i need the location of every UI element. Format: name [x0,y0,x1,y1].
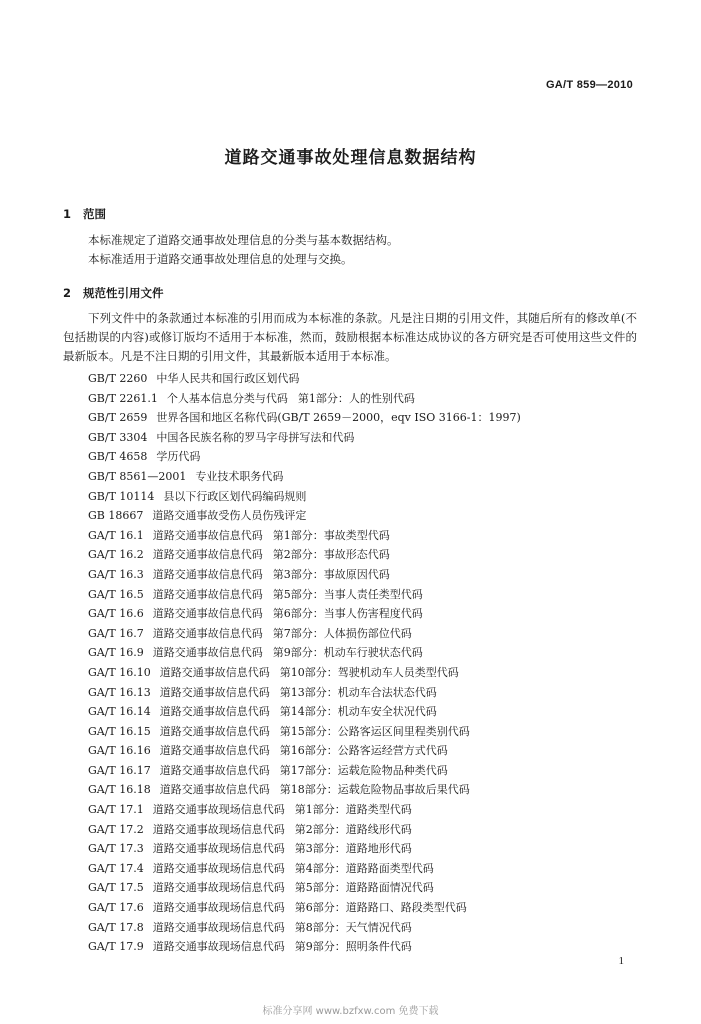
reference-name: 道路交通事故现场信息代码 [152,901,285,915]
reference-part: 第10部分：驾驶机动车人员类型代码 [279,665,459,679]
reference-item [88,506,668,526]
reference-name: 道路交通事故信息代码 [159,783,270,797]
reference-name: 学历代码 [156,450,201,464]
reference-item [88,859,668,879]
section-2-intro: 下列文件中的条款通过本标准的引用而成为本标准的条款。凡是注日期的引用文件，其随后所有的修改单(不包括勘误的内容)或修订版均不适用于本标准，然而，鼓励根据本标准达成协议的各方研究是否可使用这些文件的最新版本。凡是不注日期的引用文件，其最新版本适用于本标准。 [63,311,637,363]
reference-name: 个人基本信息分类与代码 [166,391,288,405]
reference-code: GA/T 16.13 [88,685,151,699]
reference-name: 道路交通事故信息代码 [159,744,270,758]
reference-code: GB/T 3304 [88,430,148,444]
section-1-paragraph-2: 本标准适用于道路交通事故处理信息的处理与交换。 [88,252,353,266]
reference-item [88,918,668,938]
reference-part: 第9部分：照明条件代码 [294,940,412,954]
reference-item [88,467,668,487]
reference-item [88,565,668,585]
reference-item [88,643,668,663]
reference-name: 道路交通事故信息代码 [159,685,270,699]
reference-part: 第2部分：道路线形代码 [294,822,412,836]
section-1-title: 范围 [83,207,106,221]
reference-code: GA/T 16.15 [88,724,151,738]
reference-name: 道路交通事故信息代码 [152,587,263,601]
reference-code: GA/T 17.1 [88,803,144,817]
reference-code: GA/T 16.3 [88,567,144,581]
reference-name: 道路交通事故信息代码 [152,567,263,581]
reference-part: 第1部分：人的性别代码 [297,391,415,405]
reference-name: 中华人民共和国行政区划代码 [156,372,300,385]
reference-part: 第6部分：当事人伤害程度代码 [272,607,423,621]
reference-part: 第5部分：当事人责任类型代码 [272,587,423,601]
reference-code: GA/T 16.18 [88,783,151,797]
reference-code: GA/T 16.7 [88,626,144,640]
reference-name: 道路交通事故现场信息代码 [152,940,285,954]
reference-item [88,800,668,820]
reference-code: GA/T 17.2 [88,822,144,836]
reference-part: 第3部分：道路地形代码 [294,842,412,856]
reference-code: GA/T 17.8 [88,920,144,934]
reference-code: GA/T 16.17 [88,763,151,777]
section-1-number: 1 [63,207,72,221]
reference-code: GA/T 16.14 [88,705,151,719]
reference-name: 道路交通事故受伤人员伤残评定 [152,509,307,523]
reference-name: 道路交通事故信息代码 [159,665,270,679]
reference-item [88,624,668,644]
reference-item [88,663,668,683]
reference-item [88,702,668,722]
reference-item [88,369,668,389]
reference-item [88,820,668,840]
reference-item [88,722,668,742]
reference-name: 道路交通事故现场信息代码 [152,920,285,934]
reference-name: 道路交通事故信息代码 [159,705,270,719]
reference-item [88,839,668,859]
reference-code: GB/T 4658 [88,450,148,464]
watermark-footer: 标准分享网 www.bzfxw.com 免费下载 [262,1006,439,1017]
reference-code: GB/T 2260 [88,372,148,385]
reference-name: 道路交通事故现场信息代码 [152,842,285,856]
reference-code: GB/T 8561—2001 [88,469,187,483]
reference-name: 专业技术职务代码 [195,469,284,483]
reference-item [88,447,668,467]
reference-item [88,487,668,507]
section-1-heading [63,206,106,222]
reference-item [88,780,668,800]
reference-part: 第17部分：运载危险物品种类代码 [279,763,448,777]
reference-code: GB/T 2261.1 [88,391,158,405]
reference-code: GA/T 16.9 [88,646,144,660]
reference-item [88,545,668,565]
reference-code: GA/T 17.9 [88,940,144,954]
reference-name: 道路交通事故信息代码 [152,528,263,542]
reference-part: 第6部分：道路路口、路段类型代码 [294,901,467,915]
reference-code: GA/T 17.6 [88,901,144,915]
reference-part: 第13部分：机动车合法状态代码 [279,685,437,699]
reference-code: GA/T 16.16 [88,744,151,758]
section-2-heading [63,285,164,301]
reference-part: 第9部分：机动车行驶状态代码 [272,646,423,660]
reference-part: 第15部分：公路客运区间里程类别代码 [279,724,470,738]
reference-part: 第14部分：机动车安全状况代码 [279,705,437,719]
reference-part: 第8部分：天气情况代码 [294,920,412,934]
reference-name: 道路交通事故信息代码 [152,626,263,640]
section-1-paragraph-1: 本标准规定了道路交通事故处理信息的分类与基本数据结构。 [88,233,399,247]
reference-name: 道路交通事故现场信息代码 [152,861,285,875]
reference-item [88,428,668,448]
reference-list [88,369,668,957]
reference-part: 第18部分：运载危险物品事故后果代码 [279,783,470,797]
reference-part: 第2部分：事故形态代码 [272,548,390,562]
reference-item [88,878,668,898]
page-number: 1 [618,955,624,967]
reference-part: 第5部分：道路路面情况代码 [294,881,434,895]
reference-name: 中国各民族名称的罗马字母拼写法和代码 [156,430,355,444]
section-2-number: 2 [63,286,72,300]
reference-name: 县以下行政区划代码编码规则 [163,489,307,503]
reference-name: 道路交通事故信息代码 [152,607,263,621]
reference-code: GB/T 2659 [88,411,148,425]
reference-part: 第16部分：公路客运经营方式代码 [279,744,448,758]
reference-name: 道路交通事故信息代码 [152,646,263,660]
reference-name: 世界各国和地区名称代码(GB/T 2659－2000，eqv ISO 3166-1：1997) [156,411,521,425]
reference-item [88,741,668,761]
reference-part: 第4部分：道路路面类型代码 [294,861,434,875]
reference-item [88,683,668,703]
reference-name: 道路交通事故信息代码 [152,548,263,562]
reference-code: GA/T 16.1 [88,528,144,542]
reference-code: GB 18667 [88,509,144,523]
standard-number: GA/T 859—2010 [545,79,633,91]
reference-item [88,761,668,781]
reference-item [88,937,668,957]
reference-part: 第1部分：事故类型代码 [272,528,390,542]
document-title: 道路交通事故处理信息数据结构 [224,148,477,168]
reference-item [88,898,668,918]
reference-part: 第1部分：道路类型代码 [294,803,412,817]
reference-code: GA/T 17.4 [88,861,144,875]
reference-code: GB/T 10114 [88,489,155,503]
reference-name: 道路交通事故现场信息代码 [152,803,285,817]
reference-code: GA/T 16.6 [88,607,144,621]
reference-name: 道路交通事故信息代码 [159,724,270,738]
reference-item [88,389,668,409]
section-2-title: 规范性引用文件 [83,286,164,300]
reference-item [88,526,668,546]
reference-item [88,604,668,624]
reference-name: 道路交通事故现场信息代码 [152,881,285,895]
reference-code: GA/T 16.2 [88,548,144,562]
reference-item [88,585,668,605]
reference-part: 第3部分：事故原因代码 [272,567,390,581]
reference-name: 道路交通事故现场信息代码 [152,822,285,836]
reference-name: 道路交通事故信息代码 [159,763,270,777]
reference-item [88,408,668,428]
reference-code: GA/T 16.5 [88,587,144,601]
reference-code: GA/T 17.3 [88,842,144,856]
reference-code: GA/T 17.5 [88,881,144,895]
reference-part: 第7部分：人体损伤部位代码 [272,626,412,640]
reference-code: GA/T 16.10 [88,665,151,679]
